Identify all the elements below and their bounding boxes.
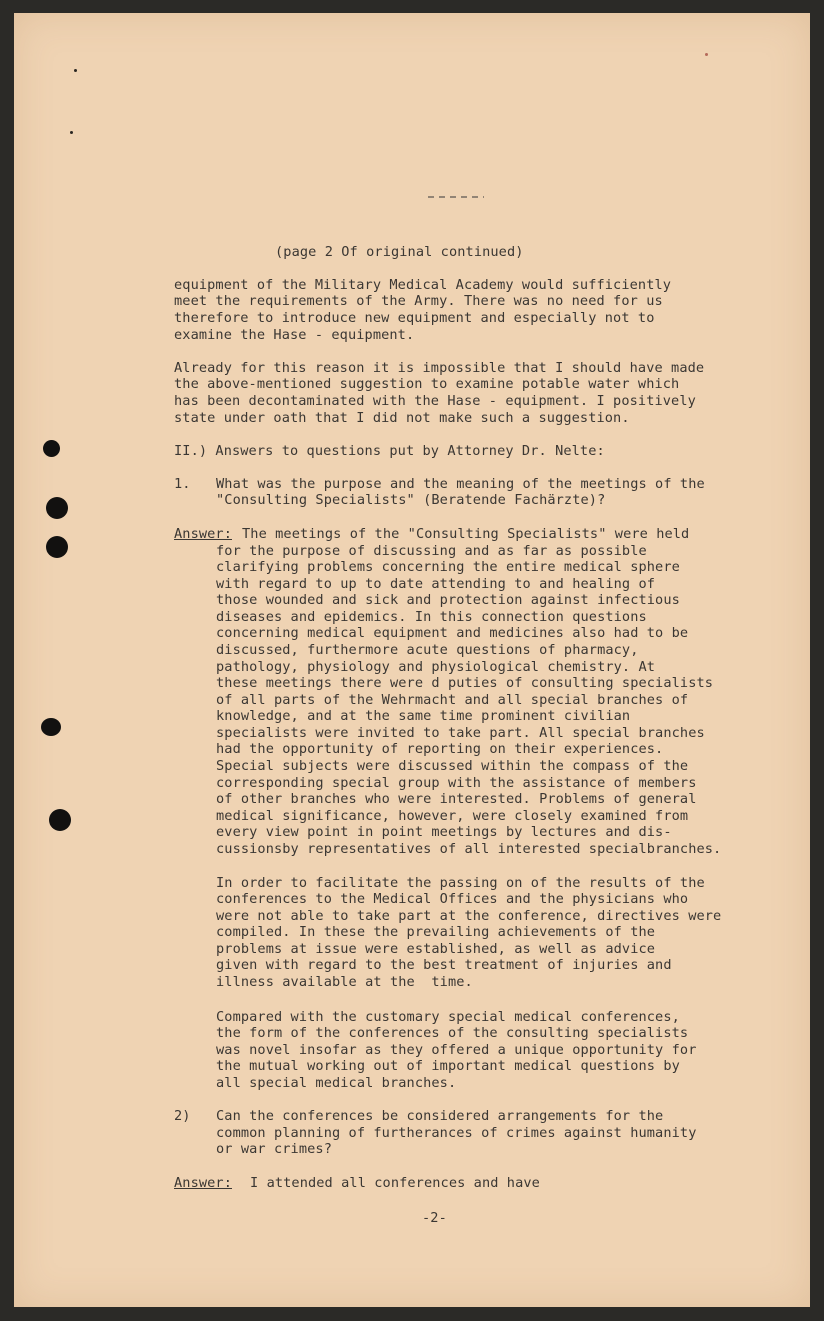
text-line: I attended all conferences and have [250, 1175, 540, 1191]
answer-label: Answer: [174, 1175, 232, 1191]
text-line: the mutual working out of important medical questions by [216, 1058, 680, 1074]
text-line: those wounded and sick and protection against infectious [216, 592, 680, 608]
text-line: conferences to the Medical Offices and the physicians who [216, 891, 689, 907]
text-line: examine the Hase - equipment. [174, 327, 415, 343]
text-line: equipment of the Military Medical Academy would sufficiently [174, 277, 672, 293]
text-line: The meetings of the "Consulting Specialists" were held [242, 526, 690, 542]
text-line: or war crimes? [216, 1141, 332, 1157]
text-line: corresponding special group with the assistance of members [216, 775, 697, 791]
text-line: therefore to introduce new equipment and especially not to [174, 310, 655, 326]
paper-speck [70, 131, 73, 134]
text-line: compiled. In these the prevailing achievements of the [216, 924, 656, 940]
text-line: was novel insofar as they offered a unique opportunity for [216, 1042, 697, 1058]
text-line: discussed, furthermore acute questions of pharmacy, [216, 642, 639, 658]
text-line: common planning of furtherances of crimes against humanity [216, 1125, 697, 1141]
punch-hole-3 [46, 536, 68, 558]
text-line: Special subjects were discussed within the compass of the [216, 758, 689, 774]
faint-header-mark [428, 196, 484, 198]
text-line: with regard to up to date attending to and healing of [216, 576, 656, 592]
page-number: -2- [422, 1210, 447, 1226]
paper-speck [705, 53, 708, 56]
text-line: clarifying problems concerning the entire medical sphere [216, 559, 680, 575]
text-line: What was the purpose and the meaning of the meetings of the [216, 476, 705, 492]
text-line: the form of the conferences of the consulting specialists [216, 1025, 689, 1041]
text-line: "Consulting Specialists" (Beratende Fachärzte)? [216, 492, 606, 508]
text-line: knowledge, and at the same time prominent civilian [216, 708, 631, 724]
text-line: illness available at the time. [216, 974, 473, 990]
text-line: of other branches who were interested. Problems of general [216, 791, 697, 807]
punch-hole-2 [46, 497, 68, 519]
text-line: these meetings there were d puties of consulting specialists [216, 675, 714, 691]
question-number: 1. [174, 476, 191, 492]
text-line: Already for this reason it is impossible that I should have made [174, 360, 705, 376]
paper-speck [74, 69, 77, 72]
answer-label: Answer: [174, 526, 232, 542]
question-number: 2) [174, 1108, 191, 1124]
text-line: had the opportunity of reporting on their experiences. [216, 741, 664, 757]
text-line: state under oath that I did not make such a suggestion. [174, 410, 630, 426]
punch-hole-4 [41, 718, 61, 736]
section-heading: II.) Answers to questions put by Attorney Dr. Nelte: [174, 443, 605, 459]
text-line: given with regard to the best treatment of injuries and [216, 957, 672, 973]
text-line: diseases and epidemics. In this connection questions [216, 609, 647, 625]
text-line: pathology, physiology and physiological chemistry. At [216, 659, 656, 675]
text-line: concerning medical equipment and medicines also had to be [216, 625, 689, 641]
text-line: specialists were invited to take part. All special branches [216, 725, 705, 741]
text-line: has been decontaminated with the Hase - equipment. I positively [174, 393, 696, 409]
text-line: Can the conferences be considered arrangements for the [216, 1108, 664, 1124]
text-line: problems at issue were established, as well as advice [216, 941, 656, 957]
text-line: the above-mentioned suggestion to examine potable water which [174, 376, 680, 392]
text-line: cussionsby representatives of all interested specialbranches. [216, 841, 722, 857]
page-header: (page 2 Of original continued) [275, 244, 524, 260]
punch-hole-1 [43, 440, 60, 457]
text-line: were not able to take part at the conference, directives were [216, 908, 722, 924]
text-line: of all parts of the Wehrmacht and all special branches of [216, 692, 689, 708]
text-line: Compared with the customary special medical conferences, [216, 1009, 680, 1025]
text-line: all special medical branches. [216, 1075, 457, 1091]
text-line: medical significance, however, were closely examined from [216, 808, 689, 824]
text-line: every view point in point meetings by lectures and dis- [216, 824, 672, 840]
text-line: meet the requirements of the Army. There was no need for us [174, 293, 663, 309]
text-line: for the purpose of discussing and as far as possible [216, 543, 647, 559]
text-line: In order to facilitate the passing on of the results of the [216, 875, 705, 891]
punch-hole-5 [49, 809, 71, 831]
